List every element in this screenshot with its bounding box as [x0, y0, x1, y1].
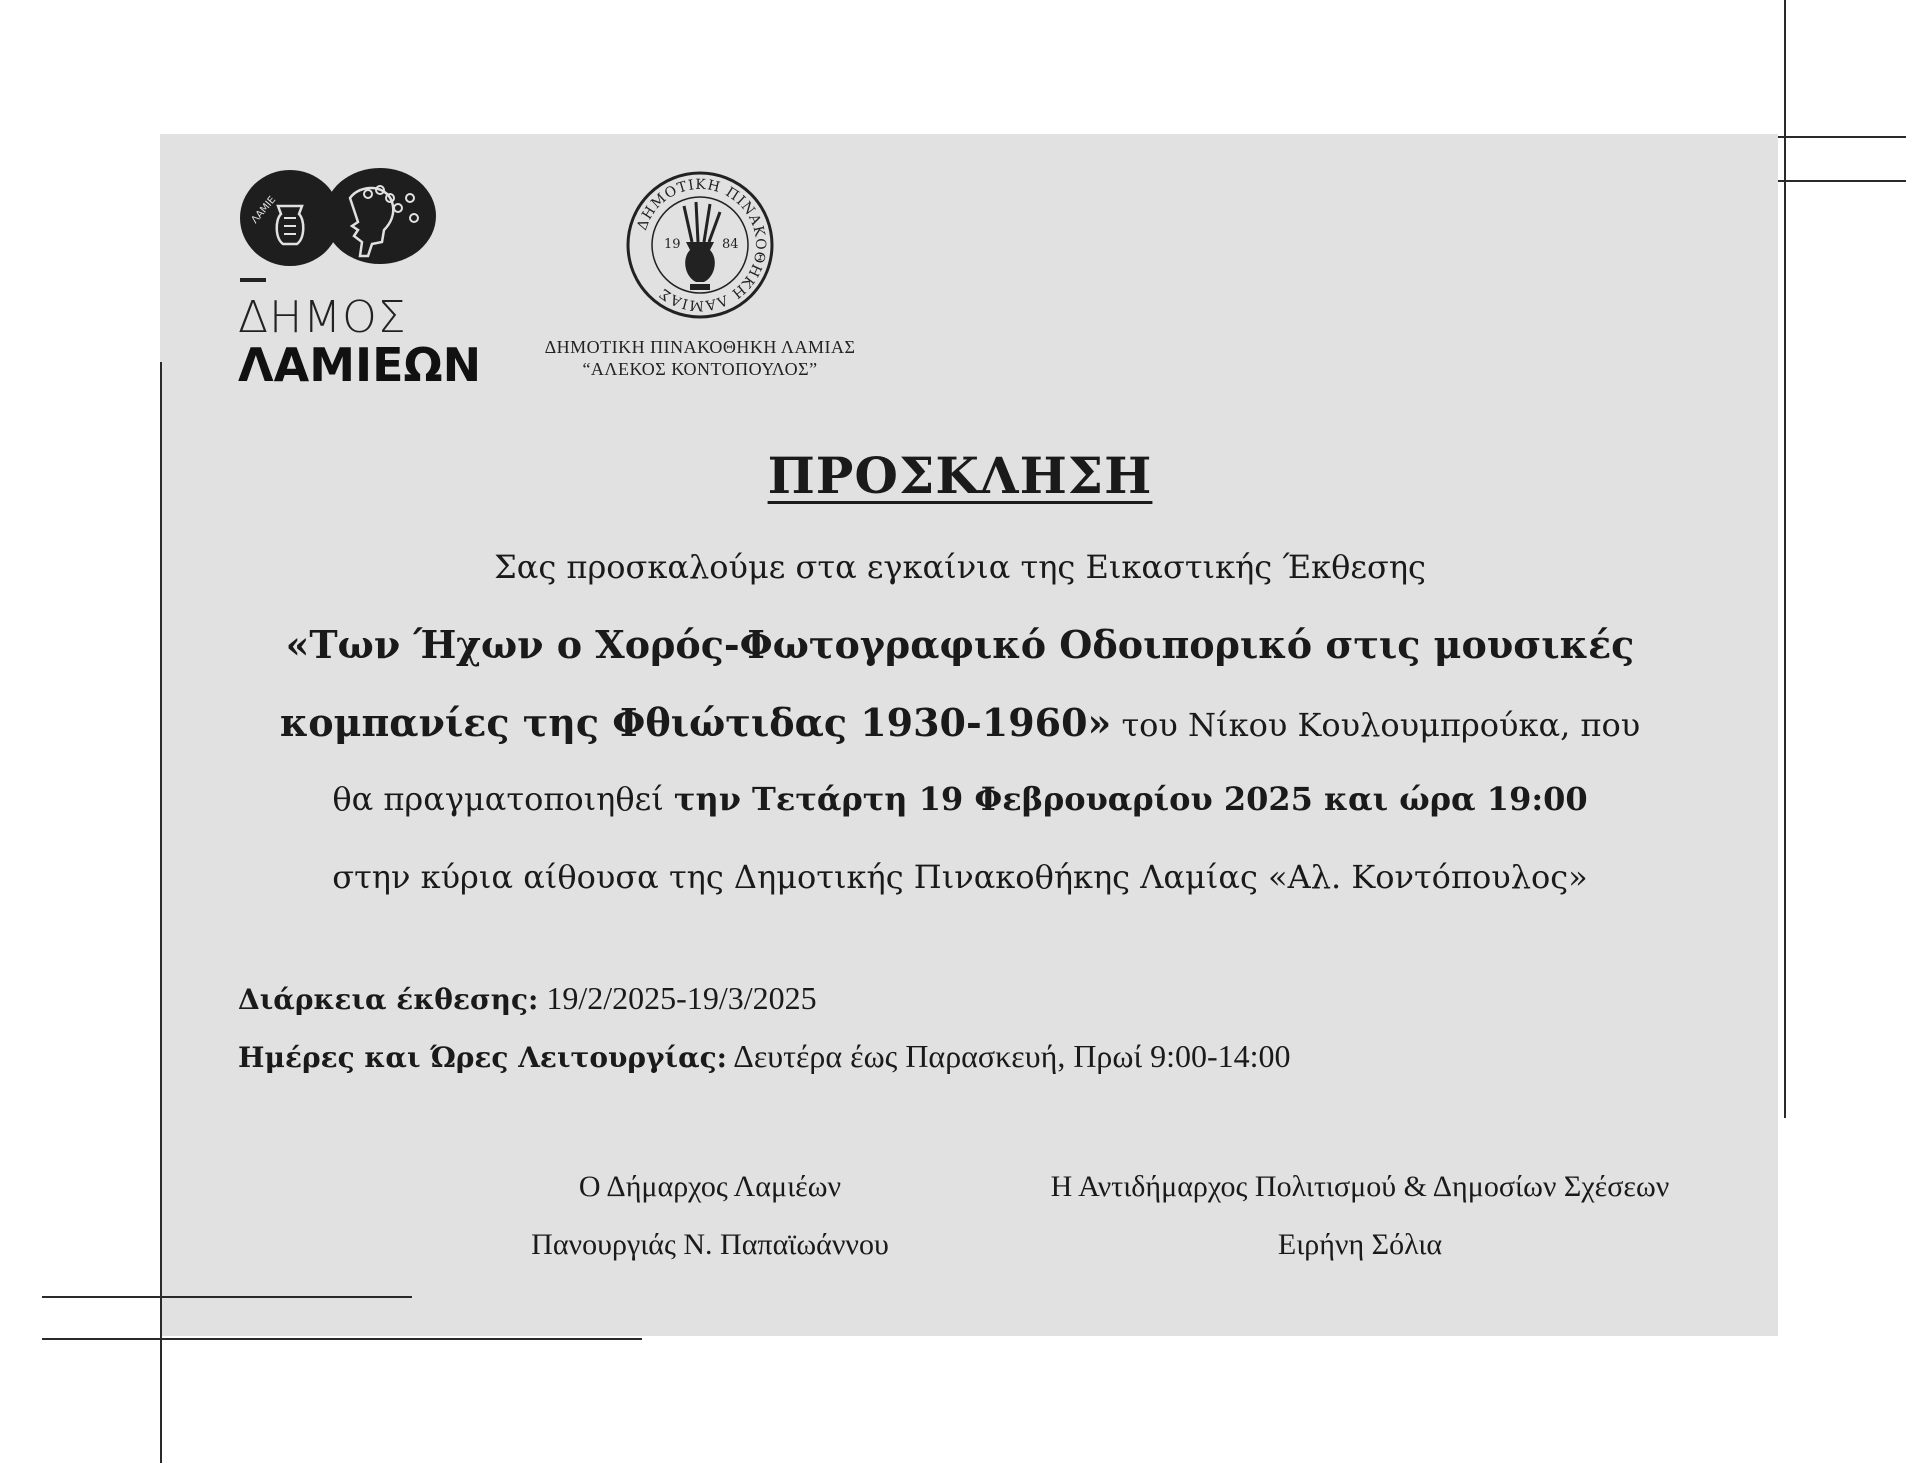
invitation-line-1: Σας προσκαλούμε στα εγκαίνια της Εικαστικής Έκθεσης [494, 548, 1426, 586]
gallery-name-line2: “ΑΛΕΚΟΣ ΚΟΝΤΟΠΟΥΛΟΣ” [582, 359, 818, 379]
municipality-name-line2: ΛΑΜΙΕΩΝ [238, 338, 482, 392]
mayor-title: Ο Δήμαρχος Λαμιέων [578, 1170, 842, 1203]
invitation-line-4 [0, 780, 1920, 818]
frame-line-bottom-2 [42, 1338, 642, 1340]
exhibition-duration [238, 980, 817, 1017]
ancient-coins-icon [238, 168, 438, 270]
frame-line-bottom-1 [42, 1296, 412, 1298]
venue-line: στην κύρια αίθουσα της Δημοτικής Πινακοθήκης Λαμίας «Αλ. Κοντόπουλος» [332, 858, 1588, 896]
seal-ring-text: ΔΗΜΟΤΙΚΗ ΠΙΝΑΚΟΘΗΚΗ ΛΑΜΙΑΣ [634, 176, 769, 314]
artist-text: του Νίκου Κουλουμπρούκα, που [1111, 706, 1641, 744]
invitation-title-text: ΠΡΟΣΚΛΗΣΗ [767, 446, 1153, 505]
invitation-line-3 [0, 700, 1920, 745]
seal-year-right: 84 [722, 237, 739, 252]
hours-value: Δευτέρα έως Παρασκευή, Πρωί 9:00-14:00 [727, 1038, 1291, 1074]
deputy-mayor-title: Η Αντιδήμαρχος Πολιτισμού & Δημοσίων Σχέσεων [1050, 1170, 1670, 1203]
deputy-mayor-name: Ειρήνη Σόλια [1277, 1228, 1443, 1261]
event-date: την Τετάρτη 19 Φεβρουαρίου 2025 και ώρα 19:00 [673, 780, 1588, 818]
mayor-name: Πανουργιάς Ν. Παπαϊωάννου [531, 1228, 889, 1261]
exhibition-title-end: κομπανίες της Φθιώτιδας 1930-1960» [279, 700, 1112, 745]
gallery-name-line1: ΔΗΜΟΤΙΚΗ ΠΙΝΑΚΟΘΗΚΗ ΛΑΜΙΑΣ [544, 337, 856, 357]
municipality-logo [238, 168, 482, 392]
duration-label: Διάρκεια έκθεσης: [238, 983, 539, 1016]
opening-hours [238, 1038, 1291, 1075]
gallery-seal-icon [622, 170, 778, 320]
seal-year-left: 19 [664, 237, 681, 252]
date-intro: θα πραγματοποιηθεί [332, 780, 674, 818]
exhibition-title-line: «Των Ήχων ο Χορός-Φωτογραφικό Οδοιπορικό στις μουσικές [285, 622, 1635, 667]
invitation-title [0, 446, 1920, 505]
coin-inscription: ΛΑΜΙΕ [249, 194, 279, 226]
logo-dash [240, 278, 266, 282]
municipality-name-line1: ΔΗΜΟΣ [238, 292, 407, 343]
gallery-name [500, 336, 900, 380]
duration-value: 19/2/2025-19/3/2025 [538, 980, 817, 1016]
hours-label: Ημέρες και Ώρες Λειτουργίας: [238, 1041, 728, 1074]
